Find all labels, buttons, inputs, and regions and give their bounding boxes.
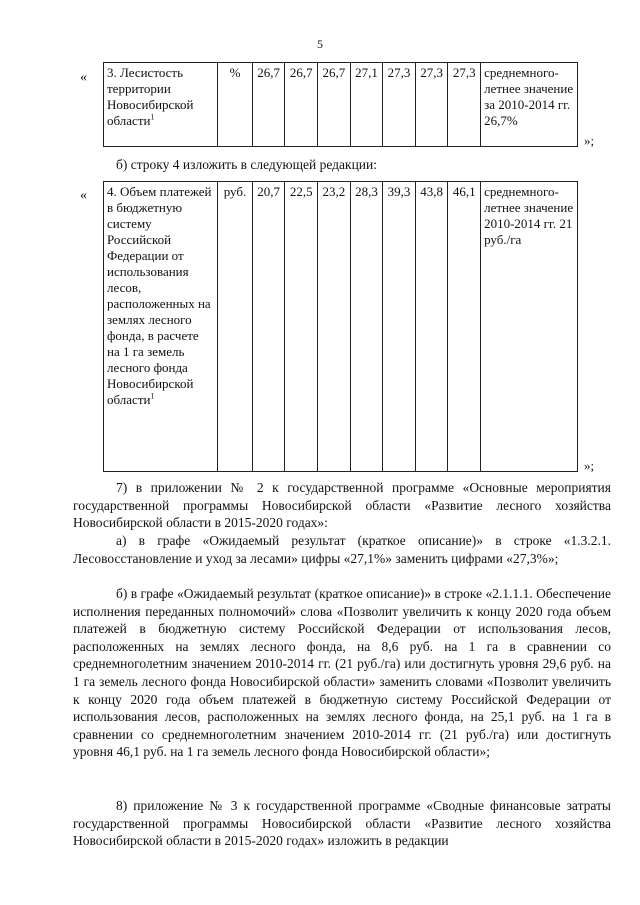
opening-quote-2: «: [80, 188, 87, 203]
row3-note: среднемного-летнее значение за 2010-2014 гг. 26,7%: [481, 63, 578, 147]
row3-value: 27,3: [383, 63, 416, 147]
paragraph-a: а) в графе «Ожидаемый результат (краткое описание)» в строке «1.3.2.1. Лесовосстановление и уход за лесами» цифры «27,1%» заменить цифрами «27,3%»;: [73, 533, 611, 566]
row3-unit: %: [218, 63, 253, 147]
row4-value: 22,5: [285, 182, 318, 472]
row3-value: 27,3: [448, 63, 481, 147]
row3-value: 26,7: [318, 63, 351, 147]
row3-value: 27,3: [415, 63, 448, 147]
row3-value: 27,1: [350, 63, 383, 147]
page-number: 5: [317, 37, 323, 51]
table-row-4: [103, 181, 578, 472]
paragraph-8: 8) приложение № 3 к государственной программе «Сводные финансовые затраты государственной программы Новосибирской области «Развитие лесного хозяйства Новосибирской области в 2015-2020 годах» изложить в редакции: [73, 798, 611, 849]
row3-name: 3. Лесистость территории Новосибирской области$^1$: [104, 63, 218, 147]
row3-closing: »;: [584, 133, 595, 148]
row3-value: 26,7: [252, 63, 285, 147]
paragraph-b: б) в графе «Ожидаемый результат (краткое описание)» в строке «2.1.1.1. Обеспечение исполнения переданных полномочий» слова «Позволит увеличить к концу 2020 года объем платежей в бюджетную систему Российской Федерации от использования лесов, расположенных на землях лесного фонда, на 8,6 руб. на 1 га в сравнении со среднемноголетним значением 2010-2014 гг. (21 руб./га) или достигнуть уровня 29,6 руб. на 1 га земель лесного фонда Новосибирской области» заменить словами «Позволит увеличить к концу 2020 года объем платежей в бюджетную систему Российской Федерации от использования лесов, расположенных на землях лесного фонда, на 25,1 руб. на 1 га в сравнении со среднемноголетним значением 2010-2014 гг. (21 руб./га) или достигнуть уровня 46,1 руб. на 1 га земель лесного фонда Новосибирской области»;: [73, 586, 611, 760]
row4-value: 23,2: [318, 182, 351, 472]
row4-value: 20,7: [252, 182, 285, 472]
line-b: б) строку 4 изложить в следующей редакции:: [116, 157, 377, 172]
row3-value: 26,7: [285, 63, 318, 147]
row4-closing: »;: [584, 458, 595, 473]
row4-value: 28,3: [350, 182, 383, 472]
opening-quote: «: [80, 70, 87, 85]
row4-value: 46,1: [448, 182, 481, 472]
paragraph-7: 7) в приложении № 2 к государственной программе «Основные мероприятия государственной программы Новосибирской области «Развитие лесного хозяйства Новосибирской области в 2015-2020 годах»:: [73, 480, 611, 531]
row4-name: 4. Объем платежей в бюджетную систему Российской Федерации от использования лесов, расположенных на землях лесного фонда, в расчете на 1 га земель лесного фонда Новосибирской области$^1$: [104, 182, 218, 472]
row4-value: 39,3: [383, 182, 416, 472]
row4-value: 43,8: [415, 182, 448, 472]
row4-unit: руб.: [218, 182, 253, 472]
table-row-3: [103, 62, 578, 147]
row4-note: среднемного-летнее значение 2010-2014 гг. 21 руб./га: [481, 182, 578, 472]
